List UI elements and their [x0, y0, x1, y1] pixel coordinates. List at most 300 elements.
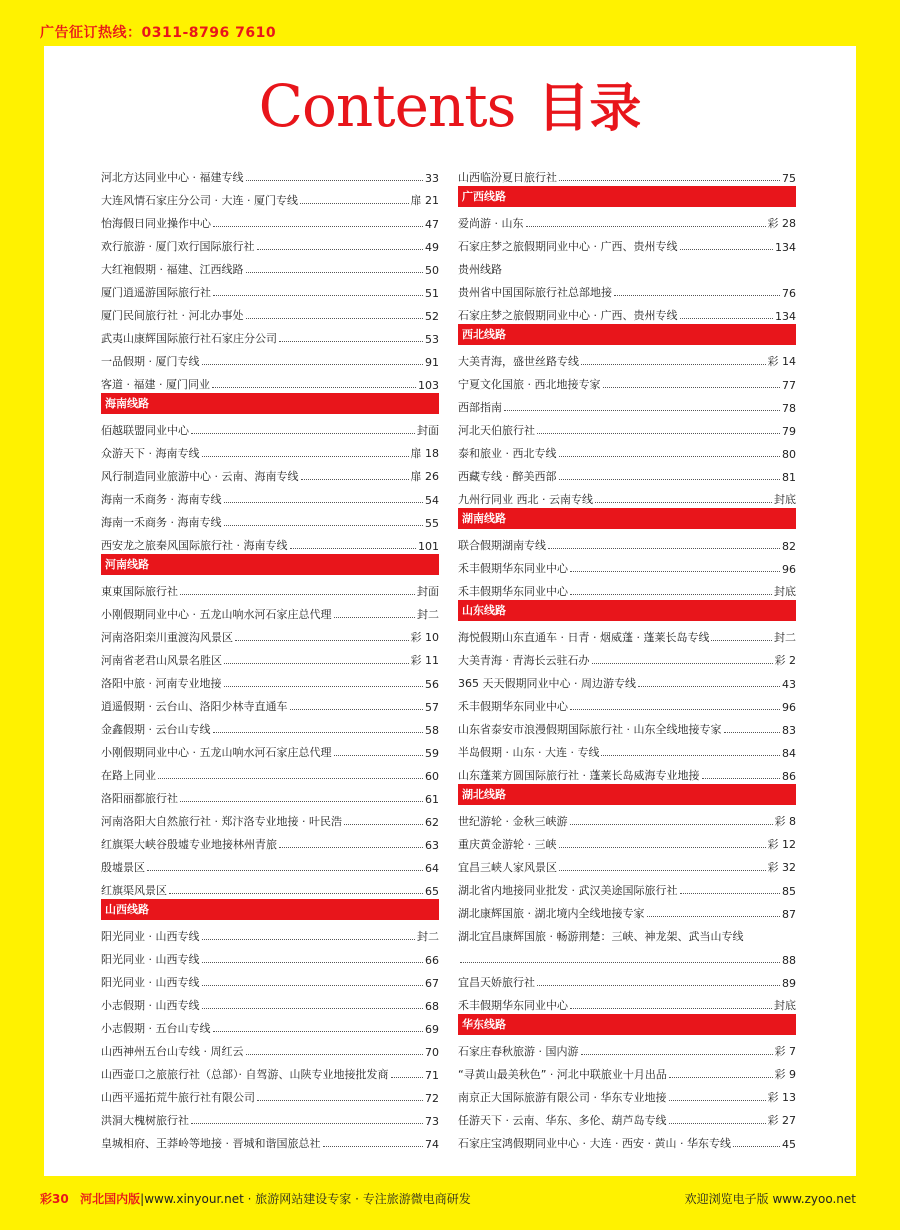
toc-entry[interactable] — [101, 208, 439, 231]
dot-leader — [504, 409, 780, 411]
toc-entry-title: 半岛假期 · 山东 · 大连 · 专线 — [458, 746, 600, 759]
toc-entry[interactable] — [458, 852, 796, 875]
dot-leader — [570, 708, 780, 710]
toc-entry-title: 皇城相府、王莽岭等地接 · 晋城和谐国旅总社 — [101, 1137, 321, 1150]
toc-entry-page: 75 — [782, 172, 796, 185]
dot-leader — [680, 248, 774, 250]
toc-entry-page: 封二 — [417, 608, 439, 621]
toc-entry-page: 扉 18 — [410, 447, 439, 460]
toc-entry[interactable] — [101, 323, 439, 346]
toc-entry-page: 彩 9 — [774, 1068, 796, 1081]
toc-entry-title: 逍遥假期 · 云台山、洛阳少林寺直通车 — [101, 700, 288, 713]
toc-entry-title: 在路上同业 — [101, 769, 156, 782]
toc-entry[interactable] — [458, 645, 796, 668]
toc-entry-title: 山西壶口之旅旅行社（总部）· 自驾游、山陕专业地接批发商 — [101, 1068, 389, 1081]
dot-leader — [169, 892, 423, 894]
dot-leader — [202, 961, 424, 963]
dot-leader — [391, 1076, 424, 1078]
toc-entry-page: 81 — [782, 471, 796, 484]
toc-entry[interactable] — [101, 829, 439, 852]
dot-leader — [323, 1145, 424, 1147]
toc-entry-title: 山东蓬莱方圆国际旅行社 · 蓬莱长岛威海专业地接 — [458, 769, 700, 782]
toc-entry[interactable] — [458, 691, 796, 714]
toc-entry-page: 56 — [425, 678, 439, 691]
toc-entry[interactable] — [101, 622, 439, 645]
dot-leader — [344, 823, 423, 825]
page-footer — [40, 1190, 856, 1207]
dot-leader — [191, 432, 415, 434]
toc-entry-title: 石家庄梦之旅假期同业中心 · 广西、贵州专线 — [458, 240, 678, 253]
toc-entry-page: 彩 28 — [767, 217, 796, 230]
toc-entry-title: 小志假期 · 山西专线 — [101, 999, 200, 1012]
toc-entry-page: 57 — [425, 701, 439, 714]
toc-entry[interactable] — [458, 231, 796, 254]
dot-leader — [279, 340, 423, 342]
toc-entry-page: 96 — [782, 701, 796, 714]
toc-entry[interactable] — [458, 622, 796, 645]
toc-entry[interactable] — [458, 369, 796, 392]
dot-leader — [290, 708, 424, 710]
dot-leader — [257, 1099, 423, 1101]
toc-entry[interactable] — [458, 760, 796, 783]
dot-leader — [537, 432, 780, 434]
toc-entry[interactable] — [101, 484, 439, 507]
dot-leader — [526, 225, 766, 227]
toc-entry-page: 73 — [425, 1115, 439, 1128]
toc-entry-page: 62 — [425, 816, 439, 829]
dot-leader — [559, 869, 766, 871]
toc-entry-page: 70 — [425, 1046, 439, 1059]
toc-entry-title: 海南一禾商务 · 海南专线 — [101, 516, 222, 529]
dot-leader — [638, 685, 780, 687]
toc-entry-page: 彩 8 — [774, 815, 796, 828]
toc-entry-title: 山东省泰安市浪漫假期国际旅行社 · 山东全线地接专家 — [458, 723, 722, 736]
toc-entry-title: 贵州线路 — [458, 263, 502, 276]
toc-entry-title: 禾丰假期华东同业中心 — [458, 999, 568, 1012]
section-header: 山西线路 — [101, 899, 439, 920]
dot-leader — [180, 593, 415, 595]
toc-entry-title: 厦门逍遥游国际旅行社 — [101, 286, 211, 299]
dot-leader — [224, 501, 424, 503]
toc-entry-title: 河南洛阳栾川重渡沟风景区 — [101, 631, 233, 644]
dot-leader — [224, 685, 424, 687]
toc-entry[interactable] — [458, 1128, 796, 1151]
toc-entry-title: 西藏专线 · 醉美西部 — [458, 470, 557, 483]
toc-entry-page: 71 — [425, 1069, 439, 1082]
dot-leader — [537, 984, 780, 986]
toc-right-column — [458, 162, 796, 1151]
toc-entry[interactable] — [101, 231, 439, 254]
toc-entry[interactable] — [101, 576, 439, 599]
toc-entry-page: 69 — [425, 1023, 439, 1036]
toc-entry-title: 大红袍假期 · 福建、江西线路 — [101, 263, 244, 276]
toc-entry-title: 怡海假日同业操作中心 — [101, 217, 211, 230]
dot-leader — [300, 202, 409, 204]
toc-entry-title: 宜昌天娇旅行社 — [458, 976, 535, 989]
toc-entry[interactable] — [458, 829, 796, 852]
toc-entry-page: 64 — [425, 862, 439, 875]
toc-entry-title: 客道 · 福建 · 厦门同业 — [101, 378, 210, 391]
dot-leader — [301, 478, 409, 480]
ad-hotline: 广告征订热线：0311-8796 7610 — [40, 25, 277, 41]
dot-leader — [570, 570, 780, 572]
dot-leader — [202, 984, 424, 986]
footer-site-link[interactable]: www.xinyour.net · 旅游网站建设专家 · 专注旅游微电商研发 — [144, 1192, 471, 1206]
footer-ebook-link[interactable]: 欢迎浏览电子版 www.zyoo.net — [684, 1192, 856, 1206]
toc-entry-page: 87 — [782, 908, 796, 921]
dot-leader — [279, 846, 423, 848]
toc-entry[interactable] — [101, 1082, 439, 1105]
dot-leader — [647, 915, 781, 917]
toc-entry-title: 阳光同业 · 山西专线 — [101, 930, 200, 943]
toc-entry[interactable] — [101, 875, 439, 898]
toc-entry-page: 82 — [782, 540, 796, 553]
toc-entry[interactable] — [458, 668, 796, 691]
footer-edition: 河北国内版 — [80, 1192, 141, 1206]
toc-entry-page: 88 — [782, 954, 796, 967]
toc-entry[interactable] — [101, 967, 439, 990]
toc-entry[interactable] — [458, 300, 796, 323]
toc-entry[interactable] — [101, 461, 439, 484]
section-header: 广西线路 — [458, 186, 796, 207]
toc-entry[interactable] — [458, 530, 796, 553]
dot-leader — [334, 616, 416, 618]
toc-entry-title: 欢行旅游 · 厦门欢行国际旅行社 — [101, 240, 255, 253]
toc-entry-page: 134 — [775, 241, 796, 254]
toc-entry[interactable] — [458, 438, 796, 461]
title-chinese: 目录 — [537, 79, 642, 139]
toc-entry-title: 禾丰假期华东同业中心 — [458, 585, 568, 598]
toc-entry[interactable] — [101, 1105, 439, 1128]
section-header: 湖北线路 — [458, 784, 796, 805]
section-header: 湖南线路 — [458, 508, 796, 529]
toc-entry-page: 43 — [782, 678, 796, 691]
dot-leader — [180, 800, 423, 802]
toc-entry-page: 33 — [425, 172, 439, 185]
toc-entry[interactable] — [101, 1128, 439, 1151]
toc-entry[interactable] — [458, 392, 796, 415]
toc-left-column — [101, 162, 439, 1151]
toc-entry[interactable] — [101, 852, 439, 875]
dot-leader — [570, 1007, 772, 1009]
toc-entry-page: 96 — [782, 563, 796, 576]
toc-entry[interactable] — [101, 645, 439, 668]
toc-entry-title: 山西临汾夏日旅行社 — [458, 171, 557, 184]
dot-leader — [559, 846, 766, 848]
toc-entry-title: 世纪游轮 · 金秋三峡游 — [458, 815, 568, 828]
toc-entry-title: 海南一禾商务 · 海南专线 — [101, 493, 222, 506]
toc-entry-page: 封二 — [417, 930, 439, 943]
toc-entry[interactable] — [101, 806, 439, 829]
toc-entry[interactable] — [101, 737, 439, 760]
dot-leader — [224, 662, 409, 664]
toc-entry-title: 河南洛阳大自然旅行社 · 郑汴洛专业地接 · 叶民浩 — [101, 815, 342, 828]
toc-entry-page: 67 — [425, 977, 439, 990]
dot-leader — [191, 1122, 423, 1124]
toc-entry-page: 彩 32 — [767, 861, 796, 874]
dot-leader — [202, 938, 416, 940]
toc-entry-title: 众游天下 · 海南专线 — [101, 447, 200, 460]
toc-entry[interactable] — [101, 1013, 439, 1036]
toc-entry-page: 扉 26 — [410, 470, 439, 483]
dot-leader — [246, 1053, 424, 1055]
toc-entry[interactable] — [458, 461, 796, 484]
dot-leader — [246, 317, 424, 319]
toc-entry-page: 47 — [425, 218, 439, 231]
toc-entry-title: 海悦假期山东直通车 · 日青 · 烟威蓬 · 蓬莱长岛专线 — [458, 631, 710, 644]
section-header: 河南线路 — [101, 554, 439, 575]
toc-entry[interactable] — [101, 599, 439, 622]
toc-entry-page: 79 — [782, 425, 796, 438]
toc-entry[interactable] — [458, 254, 796, 277]
toc-entry-title: 洪洞大槐树旅行社 — [101, 1114, 189, 1127]
toc-entry-page: 134 — [775, 310, 796, 323]
dot-leader — [158, 777, 423, 779]
toc-entry-title: “寻黄山最美秋色” · 河北中联旅业十月出品 — [458, 1068, 667, 1081]
toc-entry-page: 77 — [782, 379, 796, 392]
toc-entry-title: 小刚假期同业中心 · 五龙山响水河石家庄总代理 — [101, 746, 332, 759]
toc-entry-page: 封底 — [774, 493, 796, 506]
toc-entry[interactable] — [101, 668, 439, 691]
toc-entry-title: 红旗渠风景区 — [101, 884, 167, 897]
toc-entry-title: 河北天伯旅行社 — [458, 424, 535, 437]
dot-leader — [213, 225, 423, 227]
toc-entry[interactable] — [458, 714, 796, 737]
toc-entry-page: 101 — [418, 540, 439, 553]
toc-entry[interactable] — [458, 1105, 796, 1128]
toc-entry[interactable] — [101, 714, 439, 737]
toc-entry[interactable] — [101, 921, 439, 944]
footer-left: 彩30 河北国内版|www.xinyour.net · 旅游网站建设专家 · 专注旅游微电商研发 — [40, 1192, 471, 1206]
toc-entry[interactable] — [101, 507, 439, 530]
toc-entry-title: 小志假期 · 五台山专线 — [101, 1022, 211, 1035]
toc-entry[interactable] — [101, 1036, 439, 1059]
dot-leader — [581, 363, 766, 365]
toc-entry-title: 東東国际旅行社 — [101, 585, 178, 598]
toc-entry-title: 南京正大国际旅游有限公司 · 华东专业地接 — [458, 1091, 667, 1104]
toc-entry[interactable] — [458, 1082, 796, 1105]
toc-entry[interactable] — [101, 691, 439, 714]
dot-leader — [559, 179, 780, 181]
toc-entry[interactable] — [101, 277, 439, 300]
toc-entry-title: 山西神州五台山专线 · 周红云 — [101, 1045, 244, 1058]
toc-entry-page: 59 — [425, 747, 439, 760]
toc-entry-title: 佰越联盟同业中心 — [101, 424, 189, 437]
toc-entry-page: 彩 2 — [774, 654, 796, 667]
toc-entry[interactable] — [458, 277, 796, 300]
dot-leader — [147, 869, 423, 871]
toc-entry-page: 58 — [425, 724, 439, 737]
toc-entry-title: 禾丰假期华东同业中心 — [458, 562, 568, 575]
toc-entry[interactable] — [101, 300, 439, 323]
toc-entry[interactable] — [101, 254, 439, 277]
toc-entry-page: 68 — [425, 1000, 439, 1013]
dot-leader — [212, 386, 416, 388]
toc-entry-title: 宁夏文化国旅 · 西北地接专家 — [458, 378, 601, 391]
toc-entry-page: 封底 — [774, 999, 796, 1012]
toc-entry-page: 83 — [782, 724, 796, 737]
toc-entry[interactable] — [101, 944, 439, 967]
toc-entry-title: 湖北省内地接同业批发 · 武汉美途国际旅行社 — [458, 884, 678, 897]
toc-entry-page: 86 — [782, 770, 796, 783]
toc-entry[interactable] — [458, 1036, 796, 1059]
dot-leader — [548, 547, 780, 549]
toc-entry-title: 爱尚游 · 山东 — [458, 217, 524, 230]
toc-entry-page: 彩 7 — [774, 1045, 796, 1058]
toc-entry-title: 洛阳中旅 · 河南专业地接 — [101, 677, 222, 690]
dot-leader — [592, 662, 773, 664]
toc-entry[interactable] — [458, 346, 796, 369]
toc-entry-page: 彩 10 — [410, 631, 439, 644]
dot-leader — [669, 1099, 766, 1101]
toc-entry-page: 103 — [418, 379, 439, 392]
dot-leader — [702, 777, 781, 779]
toc-entry[interactable] — [458, 921, 796, 944]
toc-entry[interactable] — [458, 415, 796, 438]
footer-page-number: 彩30 — [40, 1192, 69, 1206]
dot-leader — [711, 639, 772, 641]
dot-leader — [570, 593, 772, 595]
toc-entry-title: 石家庄宝鸿假期同业中心 · 大连 · 西安 · 黄山 · 华东专线 — [458, 1137, 731, 1150]
dot-leader — [680, 892, 781, 894]
toc-entry-page: 78 — [782, 402, 796, 415]
dot-leader — [213, 294, 423, 296]
toc-entry[interactable] — [458, 576, 796, 599]
toc-entry[interactable] — [101, 346, 439, 369]
toc-entry-page: 89 — [782, 977, 796, 990]
toc-entry-title: 风行制造同业旅游中心 · 云南、海南专线 — [101, 470, 299, 483]
toc-entry-title: 阳光同业 · 山西专线 — [101, 953, 200, 966]
toc-entry[interactable] — [101, 1059, 439, 1082]
dot-leader — [334, 754, 424, 756]
toc-entry-page: 53 — [425, 333, 439, 346]
toc-entry-page: 76 — [782, 287, 796, 300]
section-header: 华东线路 — [458, 1014, 796, 1035]
toc-entry-page: 彩 11 — [410, 654, 439, 667]
toc-entry-page: 84 — [782, 747, 796, 760]
toc-entry-title: 厦门民间旅行社 · 河北办事处 — [101, 309, 244, 322]
toc-entry-page: 54 — [425, 494, 439, 507]
toc-entry[interactable] — [458, 944, 796, 967]
toc-entry-title: 365 天天假期同业中心 · 周边游专线 — [458, 677, 636, 690]
toc-entry[interactable] — [458, 484, 796, 507]
dot-leader — [246, 271, 424, 273]
toc-entry-title: 湖北宜昌康辉国旅 · 畅游荆楚：三峡、神龙架、武当山专线 — [458, 930, 744, 943]
toc-entry-page: 72 — [425, 1092, 439, 1105]
toc-entry[interactable] — [458, 553, 796, 576]
dot-leader — [202, 1007, 424, 1009]
toc-entry-title: 禾丰假期华东同业中心 — [458, 700, 568, 713]
toc-entry-title: 泰和旅业 · 西北专线 — [458, 447, 557, 460]
dot-leader — [559, 478, 781, 480]
dot-leader — [202, 455, 409, 457]
section-header: 山东线路 — [458, 600, 796, 621]
toc-entry-title: 洛阳丽都旅行社 — [101, 792, 178, 805]
toc-entry[interactable] — [101, 185, 439, 208]
toc-entry[interactable] — [458, 162, 796, 185]
toc-entry-title: 九州行同业 西北 · 云南专线 — [458, 493, 593, 506]
toc-entry-title: 河北方达同业中心 · 福建专线 — [101, 171, 244, 184]
toc-entry-title: 大连风情石家庄分公司 · 大连 · 厦门专线 — [101, 194, 298, 207]
toc-entry-page: 51 — [425, 287, 439, 300]
toc-entry[interactable] — [101, 415, 439, 438]
toc-entry-page: 65 — [425, 885, 439, 898]
dot-leader — [595, 501, 772, 503]
dot-leader — [669, 1076, 773, 1078]
toc-entry-title: 武夷山康辉国际旅行社石家庄分公司 — [101, 332, 277, 345]
toc-entry[interactable] — [458, 967, 796, 990]
toc-entry-page: 91 — [425, 356, 439, 369]
toc-entry-title: 红旗渠大峡谷殷墟专业地接林州青旅 — [101, 838, 277, 851]
toc-entry[interactable] — [458, 990, 796, 1013]
toc-entry-page: 60 — [425, 770, 439, 783]
toc-entry-title: 西安龙之旅秦风国际旅行社 · 海南专线 — [101, 539, 288, 552]
toc-entry-title: 大美青海 · 青海长云驻石办 — [458, 654, 590, 667]
toc-entry[interactable] — [458, 806, 796, 829]
toc-entry[interactable] — [101, 530, 439, 553]
contents-panel — [44, 46, 856, 1176]
dot-leader — [581, 1053, 773, 1055]
toc-entry-page: 封面 — [417, 585, 439, 598]
toc-entry[interactable] — [458, 737, 796, 760]
toc-entry-title: 山西平遥拓荒牛旅行社有限公司 — [101, 1091, 255, 1104]
dot-leader — [246, 179, 424, 181]
page-title — [44, 66, 856, 141]
dot-leader — [733, 1145, 780, 1147]
toc-entry-page: 封底 — [774, 585, 796, 598]
toc-entry[interactable] — [101, 990, 439, 1013]
dot-leader — [601, 754, 780, 756]
dot-leader — [460, 961, 780, 963]
toc-entry-title: 大美青海，盛世丝路专线 — [458, 355, 579, 368]
toc-entry[interactable] — [101, 438, 439, 461]
toc-entry[interactable] — [458, 1059, 796, 1082]
dot-leader — [570, 823, 773, 825]
dot-leader — [213, 731, 424, 733]
toc-entry-page: 封二 — [774, 631, 796, 644]
toc-entry-title: 湖北康辉国旅 · 湖北境内全线地接专家 — [458, 907, 645, 920]
dot-leader — [213, 1030, 424, 1032]
toc-entry-page: 63 — [425, 839, 439, 852]
dot-leader — [224, 524, 424, 526]
dot-leader — [559, 455, 781, 457]
toc-entry-page: 61 — [425, 793, 439, 806]
dot-leader — [724, 731, 781, 733]
dot-leader — [680, 317, 774, 319]
toc-entry-title: 西部指南 — [458, 401, 502, 414]
toc-entry[interactable] — [458, 208, 796, 231]
section-header: 西北线路 — [458, 324, 796, 345]
toc-entry-page: 85 — [782, 885, 796, 898]
toc-entry-page: 彩 12 — [767, 838, 796, 851]
toc-entry[interactable] — [101, 760, 439, 783]
toc-entry-page: 扉 21 — [410, 194, 439, 207]
toc-entry-title: 小刚假期同业中心 · 五龙山响水河石家庄总代理 — [101, 608, 332, 621]
toc-entry-title: 石家庄梦之旅假期同业中心 · 广西、贵州专线 — [458, 309, 678, 322]
toc-entry-title: 石家庄春秋旅游 · 国内游 — [458, 1045, 579, 1058]
toc-entry[interactable] — [101, 369, 439, 392]
toc-entry[interactable] — [458, 875, 796, 898]
toc-entry[interactable] — [458, 898, 796, 921]
toc-entry-page: 66 — [425, 954, 439, 967]
dot-leader — [202, 363, 424, 365]
toc-entry[interactable] — [101, 162, 439, 185]
toc-entry-page: 彩 13 — [767, 1091, 796, 1104]
toc-entry-title: 一品假期 · 厦门专线 — [101, 355, 200, 368]
toc-entry[interactable] — [101, 783, 439, 806]
toc-entry-title: 任游天下 · 云南、华东、多伦、葫芦岛专线 — [458, 1114, 667, 1127]
toc-entry-page: 55 — [425, 517, 439, 530]
